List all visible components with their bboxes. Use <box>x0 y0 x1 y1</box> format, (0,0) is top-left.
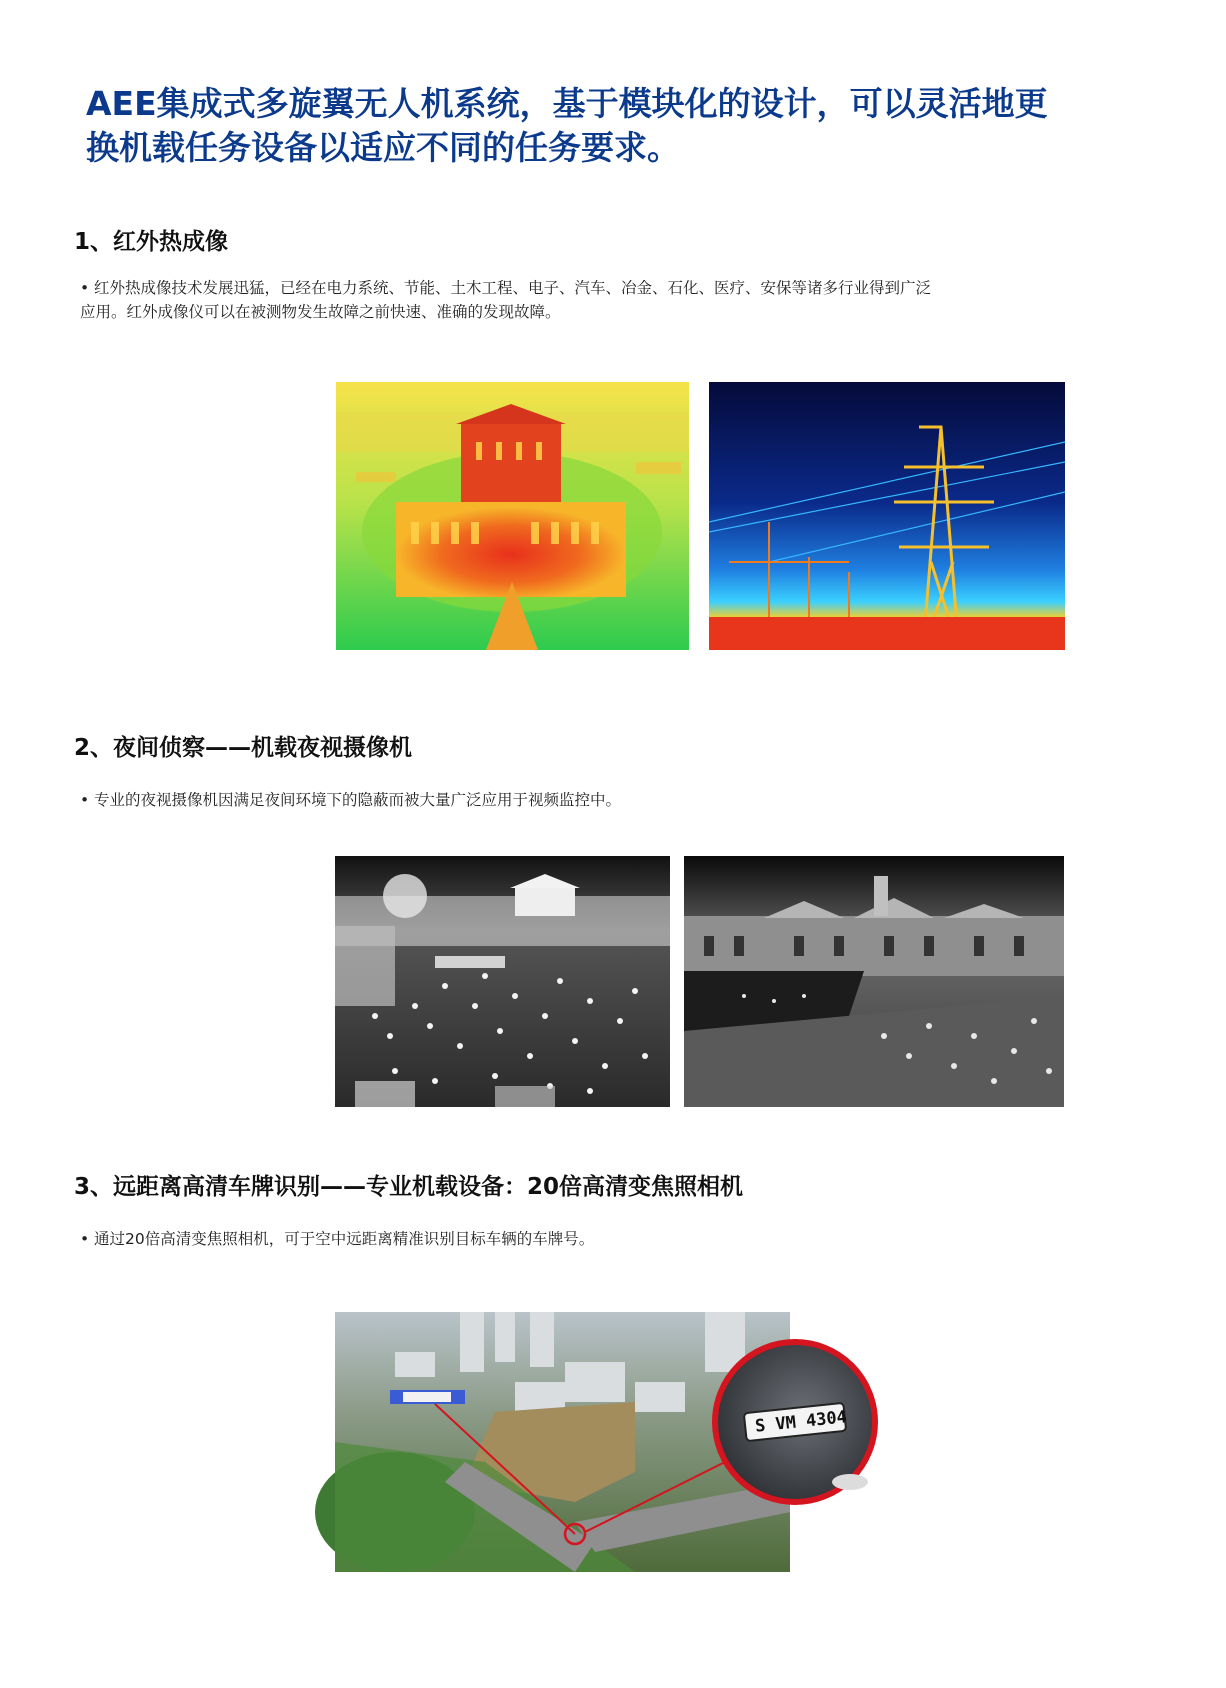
thermal-building-image <box>336 382 689 650</box>
intro-text <box>86 82 1126 170</box>
bullet: • <box>80 1230 90 1248</box>
license-plate-text: S VM 4304 <box>754 1407 848 1437</box>
night-vision-square-image <box>335 856 670 1107</box>
section-3-line-1: 通过20倍高清变焦照相机，可于空中远距离精准识别目标车辆的车牌号。 <box>94 1230 595 1248</box>
bullet: • <box>80 791 90 809</box>
bullet: • <box>80 279 90 297</box>
section-1-line-1: 红外热成像技术发展迅猛，已经在电力系统、节能、土木工程、电子、汽车、冶金、石化、医疗、安保等诸多行业得到广泛 <box>94 279 932 297</box>
section-3-text <box>80 1227 1140 1251</box>
section-1-text <box>80 276 1140 324</box>
intro-line-1: AEE集成式多旋翼无人机系统，基于模块化的设计，可以灵活地更 <box>86 84 1048 123</box>
night-vision-street-image <box>684 856 1064 1107</box>
intro-line-2: 换机载任务设备以适应不同的任务要求。 <box>86 128 680 167</box>
section-1-line-2: 应用。红外成像仪可以在被测物发生故障之前快速、准确的发现故障。 <box>80 303 561 321</box>
section-2-text <box>80 788 1140 812</box>
section-2-heading: 2、夜间侦察——机载夜视摄像机 <box>74 735 413 761</box>
thermal-tower-image <box>709 382 1065 650</box>
section-2-line-1: 专业的夜视摄像机因满足夜间环境下的隐蔽而被大量广泛应用于视频监控中。 <box>94 791 622 809</box>
section-3-heading: 3、远距离高清车牌识别——专业机载设备：20倍高清变焦照相机 <box>74 1174 744 1200</box>
section-1-heading: 1、红外热成像 <box>74 229 229 255</box>
aerial-zoom-image <box>335 1312 848 1572</box>
